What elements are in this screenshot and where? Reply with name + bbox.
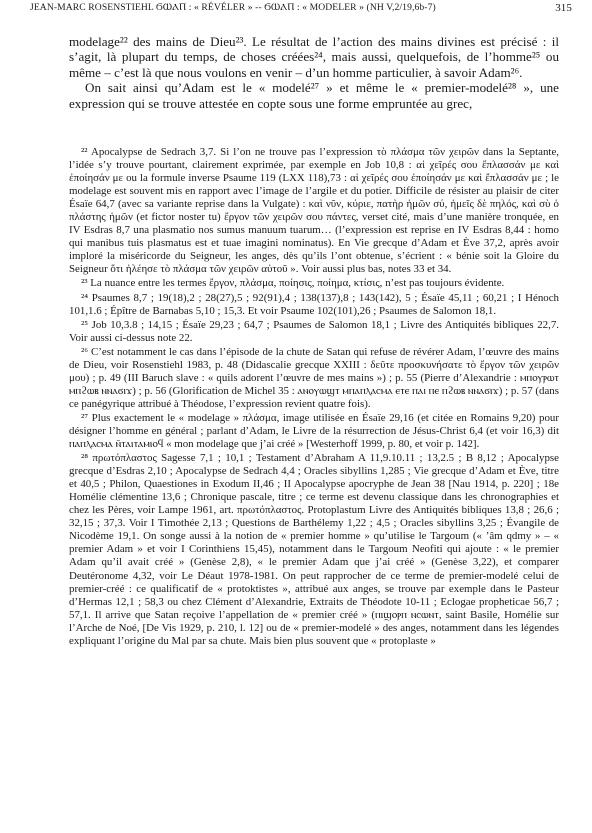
- footnote: ²⁷ Plus exactement le « modelage » πλάσμα, image utilisée en Ésaïe 29,16 (et citée en Romains 9,20) pour désigner l’homme en général ; parlant d’Adam, le Livre de la résurrection de Jésus-Christ 6,4 (et voir 16,3) dit ⲡⲁⲡⲗⲁⲥⲙⲁ ⲛ̄ⲧⲁⲓⲧⲁⲙⲓⲟϥ « mon modelage que j’ai créé » [Westerhoff 1999, p. 80, et voir p. 142].: [69, 411, 559, 451]
- running-header: [30, 2, 572, 14]
- footnote: ²⁵ Job 10,3.8 ; 14,15 ; Ésaïe 29,23 ; 64,7 ; Psaumes de Salomon 18,1 ; Livre des Antiquités bibliques 22,7. Voir aussi ci-dessus note 22.: [69, 318, 559, 344]
- footnote: ²⁸ πρωτόπλαστος Sagesse 7,1 ; 10,1 ; Testament d’Abraham A 11,9.10.11 ; 13,2.5 ; B 8,12 ; Apocalypse grecque d’Esdras 2,10 ; Apocalypse de Sedrach 4,4 ; Oracles sibyllins 1,285 ; Vie grecque d’Adam et Ève, titre et 40,5 ; Philon, Quaestiones in Exodum II,46 ; II Apocalypse apocryphe de Jean 38 [Nau 1914, p. 220] ; 18e Homélie clémentine 13,6 ; Chronique pascale, titre ; ce terme est devenu classique dans les chronographies et chez les Pères, voir Lampe 1961, art. πρωτόπλαστος. Protoplastum Livre des Antiquités bibliques 13,8 ; 26,6 ; 32,15 ; 37,3. Voir I Timothée 2,13 ; Questions de Barthélemy 1,22 ; 4,5 ; Oracles sibyllins 3,25 ; Évangile de Nicodème 19,1. On songe aussi à la notion de « premier homme » qu’utilise le Targoum (« ’âm qdmy » – « premier Adam » et voir I Corinthiens 15,45), notamment dans le Targoum Neofiti qui ajoute : « le premier Adam qu’il avait créé » (Genèse 2,8), « le premier Adam que j’ai créé » (Genèse 3,22), et comparer Deutéronome 4,32, voir Le Déaut 1978-1981. On peut rapprocher de ce terme de premier-modelé celui de premier-créé : ce qualificatif de « protoktistes », attribué aux anges, se trouve par exemple dans le Pasteur d’Hermas 12,1 ; 58,3 ou chez Clément d’Alexandrie, Extraits de Théodote 10-11 ; Eclogae propheticae 56,7 ; 57,1. Il arrive que Satan reçoive l’appellation de « premier créé » (ⲡⲓϣⲟⲣⲡ ⲛⲥⲱⲛⲧ, saint Basile, Homélie sur l’Arche de Noé, [De Vis 1929, p. 210, l. 12] ou de « premier-modelé » des anges, notamment dans les légendes expliquant l’origine du Mal par sa chute. Mais bien plus souvent que « protoplaste »: [69, 452, 559, 647]
- footnote: ²² Apocalypse de Sedrach 3,7. Si l’on ne trouve pas l’expression τὸ πλάσμα τῶν χειρῶν dans la Septante, l’idée s’y trouve pourtant, clairement exprimée, par exemple en Job 10,8 : αἱ χεῖρές σου ἔπλασσάν με καὶ ἐποίησάν με ou la formule inverse Psaume 119 (LXX 118),73 : αἱ χεῖρές σου ἐποίησάν με καὶ ἔπλασσάν με ; le modelage est souvent mis en rapport avec l’image de l’argile et du potier. Difficile de résister au plaisir de citer Ésaïe 64,7 (avec sa variante reprise dans la Vulgate) : καὶ νῦν, κύριε, πατὴρ ἡμῶν σύ, ἡμεῖς δὲ πηλός, καὶ σὺ ὁ πλάστης ἡμῶν (et fictor noster tu) ἔργον τῶν χειρῶν σου πάντες, verset cité, mais d’une manière tronquée, en IV Esdras 8,7 una plasmatio nos sumus manuum tuarum… (l’expression est reprise en IV Esdras 8,44 : homo qui manibus tuis plasmatus est et tuae imagini nominatus). En Vie grecque d’Adam et Ève 37,2, après avoir imploré la miséricorde du Seigneur, les anges, dès qu’ils l’ont obtenue, s’écrient : « bénie soit la Gloire du Seigneur ὅτι ἠλέησε τὸ πλάσμα τῶν χειρῶν αὐτοῦ ». Voir aussi plus bas, notes 33 et 34.: [69, 146, 559, 276]
- main-text: [69, 34, 559, 111]
- body-paragraph: modelage²² des mains de Dieu²³. Le résultat de l’action des mains divines est précisé : il s’agit, là plupart du temps, de choses créées²⁴, mais aussi, quelquefois, de l’homme²⁵ ou même – c’est là que nous voulons en venir – d’un homme particulier, à savoir Adam²⁶.: [69, 34, 559, 80]
- footnotes: [69, 146, 559, 649]
- footnote: ²⁴ Psaumes 8,7 ; 19(18),2 ; 28(27),5 ; 92(91),4 ; 138(137),8 ; 143(142), 5 ; Ésaïe 45,11 ; 60,21 ; I Hénoch 101,1.6 ; Épître de Barnabas 5,10 ; 15,3. Et voir Psaume 102(101),26 ; Psaumes de Salomon 18,1.: [69, 291, 559, 317]
- footnote: ²⁶ C’est notamment le cas dans l’épisode de la chute de Satan qui refuse de révérer Adam, l’œuvre des mains de Dieu, voir Rosenstiehl 1983, p. 48 (Didascalie grecque XXIII : δεῦτε προσκυνήσατε τὸ ἔργον τῶν χειρῶν μου) ; p. 49 (III Baruch slave : « quils adorent l’œuvre de mes mains ») ; p. 55 (Pierre d’Alexandrie : ⲙⲡⲟⲩⲣⲱⲧ ⲙⲡϩⲱⲃ ⲛⲛⲁϭⲓϫ) ; p. 56 (Glorification de Michel 35 : ⲁⲛⲟⲩⲱϣⲧ ⲙⲡⲁⲡⲗⲁⲥⲙⲁ ⲉⲧⲉ ⲡⲁⲓ ⲡⲉ ⲡϩⲱⲃ ⲛⲛⲁϭⲓϫ) ; p. 57 (dans ce panégyrique attribué à Théodose, l’expression revient quatre fois).: [69, 345, 559, 410]
- body-paragraph: On sait ainsi qu’Adam est le « modelé²⁷ » et même le « premier-modelé²⁸ », une expression qui se trouve attestée en copte sous une forme empruntée au grec,: [69, 80, 559, 111]
- page-number: 315: [555, 2, 572, 14]
- running-header-title: JEAN-MARC ROSENSTIEHL ϬⲰⲀⲠ : « RÉVÉLER » -- ϬⲰⲀⲠ : « MODELER » (NH V,2/19,6b-7): [30, 2, 436, 13]
- footnote: ²³ La nuance entre les termes ἔργον, πλάσμα, ποίησις, ποίημα, κτίσις, n’est pas toujours évidente.: [81, 277, 505, 290]
